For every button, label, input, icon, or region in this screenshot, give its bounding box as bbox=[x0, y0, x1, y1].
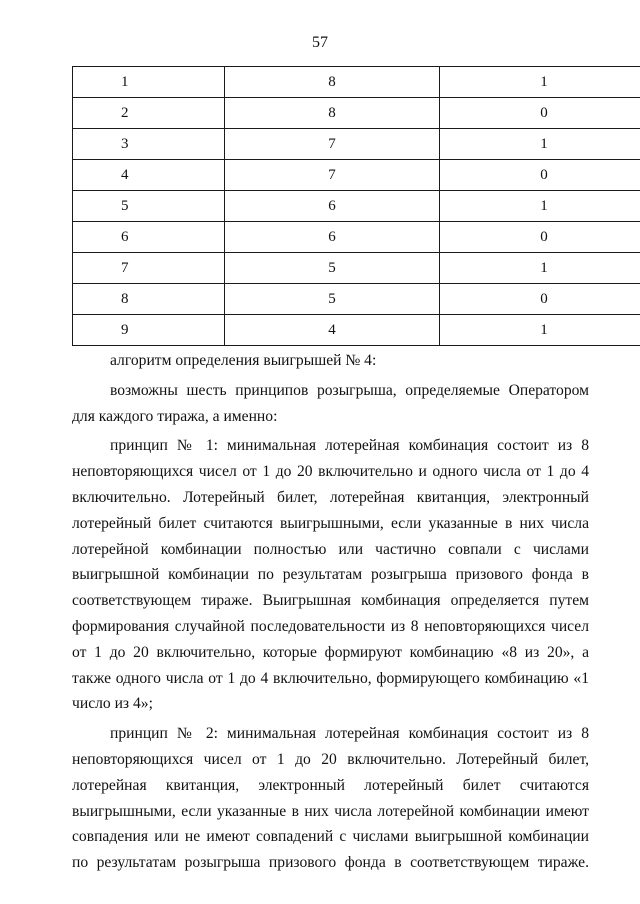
page-number: 57 bbox=[312, 34, 328, 51]
paragraph-principle-2: принцип № 2: минимальная лотерейная комбинация состоит из 8 неповторяющихся чисел от 1 до 20 включительно. Лотерейный билет, лотерейная квитанция, электронный лотерейный билет считаются выигрышными, если указанные в них числа лотерейной комбинации имеют совпадения или не имеют совпадений с числами выигрышной комбинации по результатам розыгрыша призового фонда в соответствующем тираже. bbox=[72, 725, 589, 872]
table-cell: 6 bbox=[225, 191, 440, 222]
paragraph-principle-1: принцип № 1: минимальная лотерейная комбинация состоит из 8 неповторяющихся чисел от 1 до 20 включительно и одного числа от 1 до 4 включительно. Лотерейный билет, лотерейная квитанция, электронный лотерейный билет считаются выигрышными, если указанные в них числа лотерейной комбинации полностью или частично совпали с числами выигрышной комбинации по результатам розыгрыша призового фонда в соответствующем тираже. Выигрышная комбинация определяется путем формирования случайной последовательности из 8 неповторяющихся чисел от 1 до 20 включительно, которые формируют комбинацию «8 из 20», а также одного числа от 1 до 4 включительно, формирующего комбинацию «1 число из 4»; bbox=[72, 437, 589, 713]
table-row bbox=[73, 222, 640, 253]
table-cell: 5 bbox=[225, 284, 440, 315]
table-row bbox=[73, 67, 640, 98]
table-cell: 0 bbox=[440, 284, 640, 315]
table-cell: 4 bbox=[225, 315, 440, 346]
table-cell: 3 bbox=[73, 129, 225, 160]
table-cell: 9 bbox=[73, 315, 225, 346]
table-row bbox=[73, 315, 640, 346]
table-cell: 7 bbox=[225, 160, 440, 191]
paragraph-principles-intro: возможны шесть принципов розыгрыша, определяемые Оператором для каждого тиража, а именно: bbox=[72, 381, 589, 425]
table-row bbox=[73, 160, 640, 191]
table-cell: 7 bbox=[73, 253, 225, 284]
table-cell: 5 bbox=[225, 253, 440, 284]
table-cell: 1 bbox=[440, 253, 640, 284]
paragraph-algorithm-heading: алгоритм определения выигрышей № 4: bbox=[110, 352, 377, 369]
table-cell: 1 bbox=[440, 315, 640, 346]
results-table bbox=[72, 66, 640, 346]
table-cell: 8 bbox=[73, 284, 225, 315]
table-row bbox=[73, 98, 640, 129]
table-cell: 1 bbox=[440, 129, 640, 160]
table-cell: 7 bbox=[225, 129, 440, 160]
table-cell: 0 bbox=[440, 98, 640, 129]
table-cell: 8 bbox=[225, 67, 440, 98]
table-cell: 2 bbox=[73, 98, 225, 129]
table-cell: 6 bbox=[73, 222, 225, 253]
table-cell: 0 bbox=[440, 160, 640, 191]
table-cell: 8 bbox=[225, 98, 440, 129]
table-cell: 5 bbox=[73, 191, 225, 222]
table-row bbox=[73, 284, 640, 315]
table-row bbox=[73, 253, 640, 284]
table-cell: 6 bbox=[225, 222, 440, 253]
table-cell: 0 bbox=[440, 222, 640, 253]
table-row bbox=[73, 191, 640, 222]
table-row bbox=[73, 129, 640, 160]
table-cell: 4 bbox=[73, 160, 225, 191]
table-cell: 1 bbox=[440, 67, 640, 98]
table-cell: 1 bbox=[440, 191, 640, 222]
table-cell: 1 bbox=[73, 67, 225, 98]
document-body bbox=[72, 348, 589, 880]
